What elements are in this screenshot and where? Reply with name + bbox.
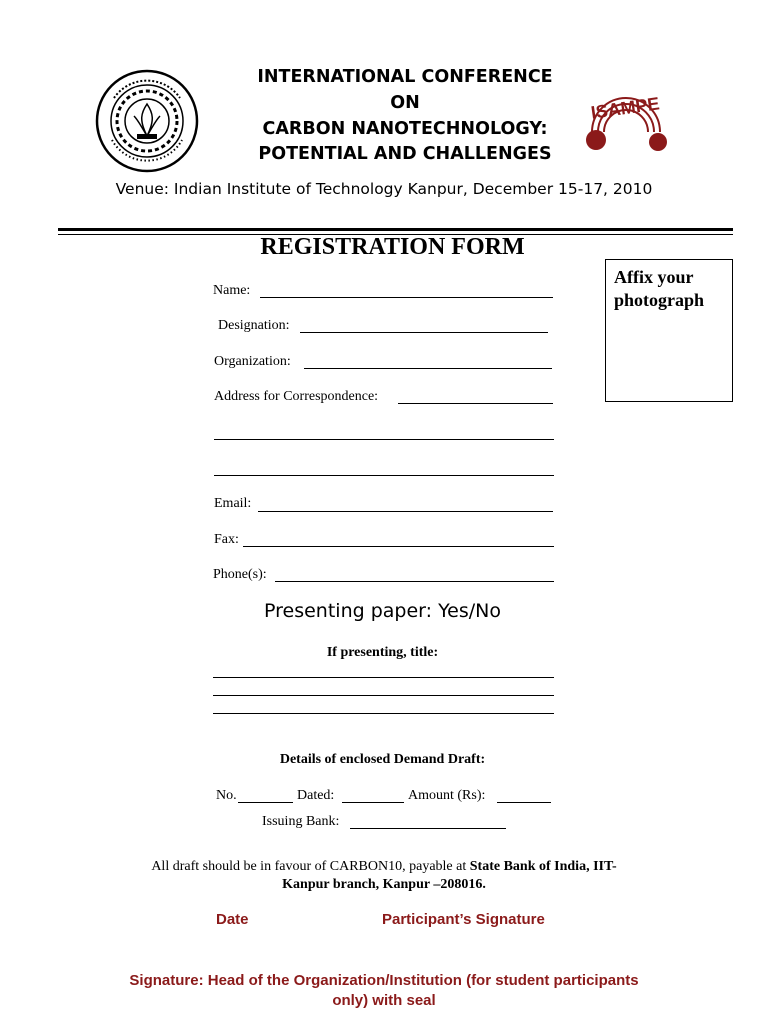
- head-signature-line-1: Signature: Head of the Organization/Institution (for student participants: [129, 972, 639, 989]
- designation-label: Designation:: [218, 318, 290, 333]
- conference-title-line-2: ON: [390, 93, 420, 113]
- photo-box-label: Affix your photograph: [614, 267, 705, 310]
- isampe-logo: [578, 74, 674, 156]
- payment-note-plain: All draft should be in favour of CARBON10, payable at: [151, 859, 467, 874]
- isampe-logo-text: ISAMPE: [589, 93, 661, 123]
- dd-dated-field[interactable]: [342, 802, 404, 803]
- date-label: Date: [216, 911, 249, 928]
- header-divider-thick: [58, 228, 733, 231]
- dd-amount-field[interactable]: [497, 802, 551, 803]
- issuing-bank-label: Issuing Bank:: [262, 814, 340, 829]
- email-label: Email:: [214, 496, 252, 511]
- head-signature-note: [60, 971, 708, 1011]
- phone-field[interactable]: [275, 581, 554, 582]
- phone-label: Phone(s):: [213, 567, 267, 582]
- photo-box: [605, 259, 733, 402]
- payment-note: [60, 858, 708, 894]
- presenting-paper: Presenting paper: Yes/No: [264, 600, 501, 622]
- name-label: Name:: [213, 283, 251, 298]
- conference-title-line-4: POTENTIAL AND CHALLENGES: [258, 144, 552, 164]
- address-field-line-1[interactable]: [398, 403, 553, 404]
- address-label: Address for Correspondence:: [214, 389, 379, 404]
- issuing-bank-field[interactable]: [350, 828, 506, 829]
- fax-field[interactable]: [243, 546, 554, 547]
- address-field-line-3[interactable]: [214, 475, 554, 476]
- paper-title-line-2[interactable]: [213, 695, 554, 696]
- fax-label: Fax:: [214, 532, 239, 547]
- dd-dated-label: Dated:: [297, 788, 335, 803]
- form-title: REGISTRATION FORM: [260, 234, 525, 260]
- dd-amount-label: Amount (Rs):: [408, 788, 486, 803]
- if-presenting-label: If presenting, title:: [326, 645, 439, 660]
- conference-title-line-1: INTERNATIONAL CONFERENCE: [257, 67, 553, 87]
- participant-signature-label: Participant’s Signature: [382, 911, 545, 928]
- address-field-line-2[interactable]: [214, 439, 554, 440]
- dd-no-field[interactable]: [238, 802, 293, 803]
- dd-heading: Details of enclosed Demand Draft:: [279, 752, 486, 767]
- email-field[interactable]: [258, 511, 553, 512]
- conference-title-line-3: CARBON NANOTECHNOLOGY:: [262, 119, 548, 139]
- head-signature-line-2: only) with seal: [332, 992, 436, 1009]
- paper-title-line-3[interactable]: [213, 713, 554, 714]
- iit-kanpur-seal: [94, 68, 200, 174]
- designation-field[interactable]: [300, 332, 548, 333]
- paper-title-line-1[interactable]: [213, 677, 554, 678]
- organization-field[interactable]: [304, 368, 552, 369]
- dd-no-label: No.: [216, 788, 237, 803]
- payment-note-branch: Kanpur branch, Kanpur –208016.: [282, 877, 486, 892]
- payment-note-bank: State Bank of India, IIT-: [469, 859, 617, 874]
- organization-label: Organization:: [214, 354, 291, 369]
- venue-line: Venue: Indian Institute of Technology Kanpur, December 15-17, 2010: [115, 180, 653, 198]
- name-field[interactable]: [260, 297, 553, 298]
